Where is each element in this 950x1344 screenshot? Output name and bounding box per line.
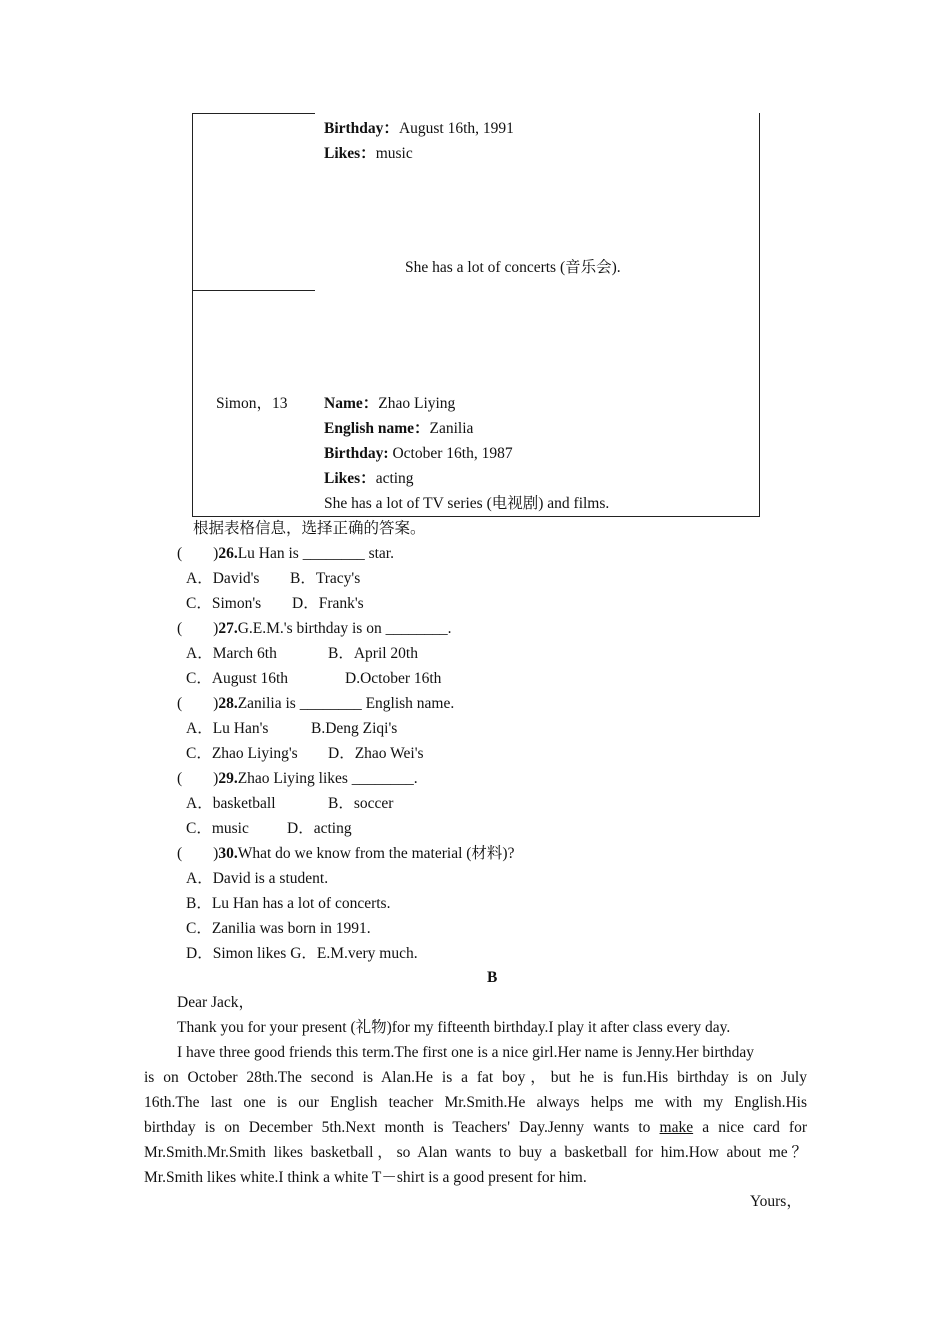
birthday-value: August 16th, 1991 <box>398 120 514 137</box>
option-b: B．soccer <box>328 795 394 812</box>
question-number: 28. <box>218 695 238 712</box>
letter-paragraph-2-line-5: Mr.Smith.Mr.Smith likes basketball，so Alan wants to buy a basketball for him.How about me？ <box>144 1144 807 1161</box>
question-text: Lu Han is ________ star. <box>237 545 394 562</box>
option-b: B．April 20th <box>328 645 418 662</box>
table-bottom-border <box>192 516 760 517</box>
name-label: Name： <box>324 395 379 412</box>
letter-paragraph-2-line-2: is on October 28th.The second is Alan.He is a fat boy，but he is fun.His birthday is on July <box>144 1069 807 1086</box>
table-row-2-person: Simon，13 <box>216 395 288 412</box>
table-row-1-likes <box>324 144 413 164</box>
english-name-value: Zanilia <box>429 420 474 437</box>
option-d: D．acting <box>287 820 352 837</box>
english-name-label: English name： <box>324 420 430 437</box>
option-d: D．Zhao Wei's <box>328 745 424 762</box>
question-28 <box>177 694 454 714</box>
name-value: Zhao Liying <box>378 395 456 412</box>
question-number: 26. <box>218 545 238 562</box>
option-b: B.Deng Ziqi's <box>311 720 398 737</box>
table-row-2-birthday <box>324 444 513 464</box>
birthday-label: Birthday: <box>324 445 389 462</box>
option-c: C．music <box>186 820 249 837</box>
option-a: A．David's <box>186 570 260 587</box>
option-d: D.October 16th <box>345 670 442 687</box>
option-b: B．Lu Han has a lot of concerts. <box>186 895 391 912</box>
option-a: A．basketball <box>186 795 276 812</box>
option-a: A．David is a student. <box>186 870 329 887</box>
option-c: C．August 16th <box>186 670 289 687</box>
option-a: A．Lu Han's <box>186 720 269 737</box>
letter-closing: Yours， <box>750 1193 802 1210</box>
answer-paren: ( ) <box>177 845 219 862</box>
answer-paren: ( ) <box>177 695 219 712</box>
table-row-1-birthday <box>324 119 514 139</box>
option-a: A．March 6th <box>186 645 277 662</box>
option-c: C．Zanilia was born in 1991. <box>186 920 371 937</box>
table-row-2-likes <box>324 469 414 489</box>
question-number: 30. <box>218 845 238 862</box>
likes-value: music <box>375 145 413 162</box>
question-text: Zanilia is ________ English name. <box>237 695 455 712</box>
table-row-1-note: She has a lot of concerts (音乐会). <box>405 259 621 276</box>
letter-paragraph-2-line-4: birthday is on December 5th.Next month is Teachers' Day.Jenny wants to make a nice card for <box>144 1119 807 1136</box>
likes-value: acting <box>375 470 414 487</box>
question-number: 27. <box>218 620 238 637</box>
underlined-word: make <box>659 1119 694 1136</box>
birthday-value: October 16th, 1987 <box>388 445 513 462</box>
question-29 <box>177 769 418 789</box>
table-cell-top-border <box>192 113 315 114</box>
question-30 <box>177 844 514 864</box>
letter-paragraph-1: Thank you for your present (礼物)for my fifteenth birthday.I play it after class every day. <box>177 1019 731 1036</box>
instruction: 根据表格信息，选择正确的答案。 <box>193 520 426 537</box>
table-right-border <box>759 113 760 517</box>
likes-label: Likes： <box>324 470 376 487</box>
option-c: C．Simon's <box>186 595 262 612</box>
birthday-label: Birthday： <box>324 120 399 137</box>
option-c: C．Zhao Liying's <box>186 745 298 762</box>
question-text: What do we know from the material (材料)? <box>237 845 515 862</box>
question-27 <box>177 619 451 639</box>
question-text: Zhao Liying likes ________. <box>237 770 418 787</box>
option-d: D．Frank's <box>292 595 364 612</box>
table-left-border <box>192 113 193 517</box>
answer-paren: ( ) <box>177 620 219 637</box>
table-row-2-note: She has a lot of TV series (电视剧) and films. <box>324 495 610 512</box>
option-b: B．Tracy's <box>290 570 361 587</box>
letter-paragraph-2-line-1: I have three good friends this term.The first one is a nice girl.Her name is Jenny.Her birthday <box>177 1044 755 1061</box>
letter-greeting: Dear Jack， <box>177 994 255 1011</box>
section-heading: B <box>487 969 498 986</box>
answer-paren: ( ) <box>177 545 219 562</box>
question-text: G.E.M.'s birthday is on ________. <box>237 620 452 637</box>
table-row-2-english-name <box>324 419 473 439</box>
question-26 <box>177 544 394 564</box>
letter-paragraph-2-line-3: 16th.The last one is our English teacher Mr.Smith.He always helps me with my English.His <box>144 1094 807 1111</box>
letter-paragraph-2-line-6: Mr.Smith likes white.I think a white T－shirt is a good present for him. <box>144 1169 587 1186</box>
option-d: D．Simon likes G．E.M.very much. <box>186 945 418 962</box>
table-row-2-name <box>324 394 455 414</box>
question-number: 29. <box>218 770 238 787</box>
likes-label: Likes： <box>324 145 376 162</box>
answer-paren: ( ) <box>177 770 219 787</box>
table-cell-divider <box>192 290 315 291</box>
